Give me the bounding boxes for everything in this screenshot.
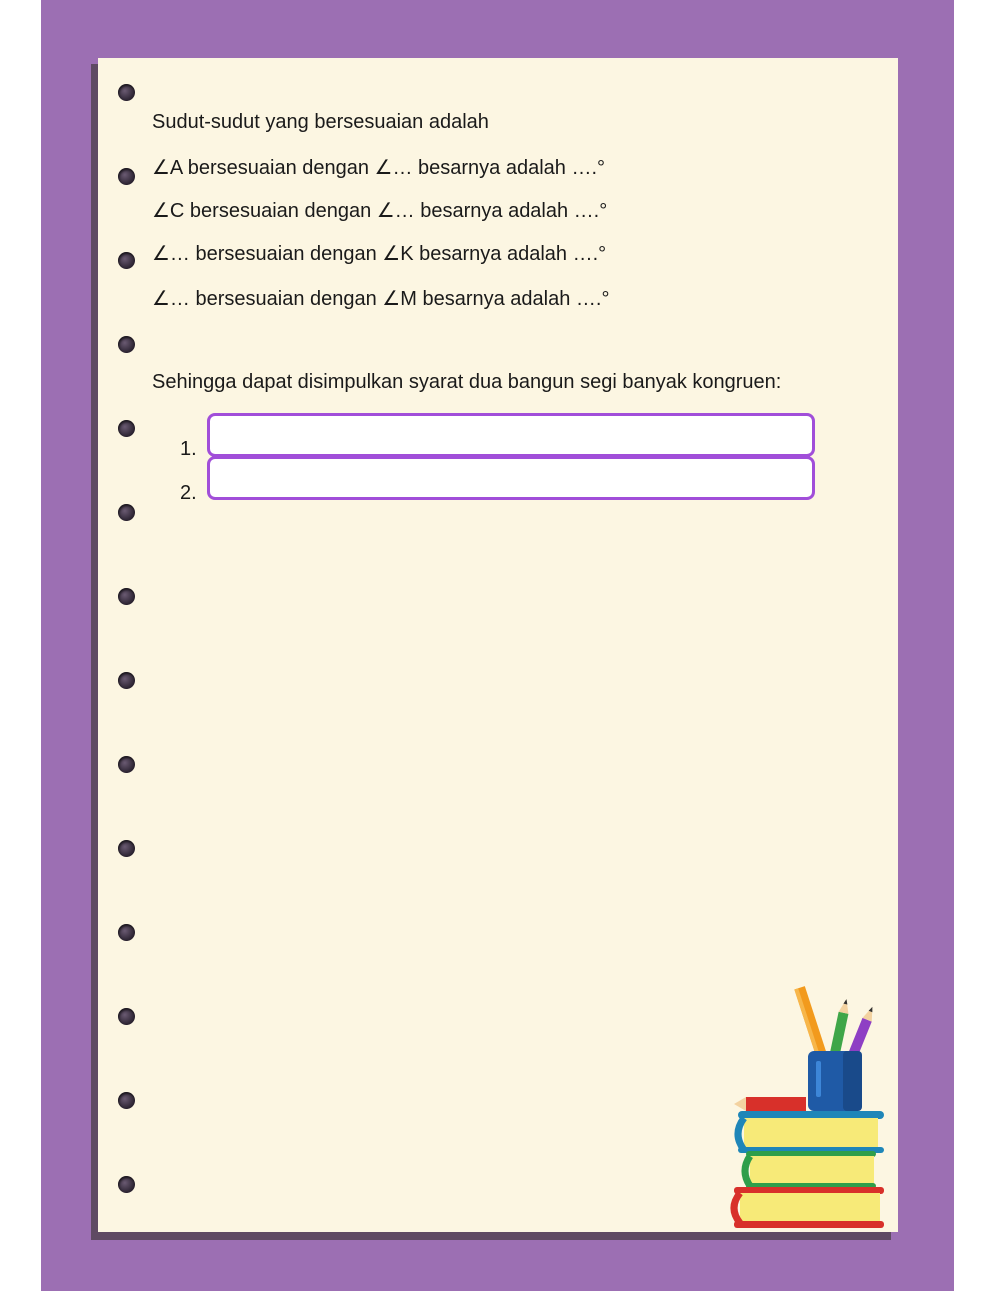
binder-hole-icon (118, 84, 135, 101)
binder-hole-icon (118, 336, 135, 353)
correspondence-line-2: ∠C bersesuaian dengan ∠… besarnya adalah ….° (152, 200, 608, 222)
binder-hole-icon (118, 756, 135, 773)
binder-hole-icon (118, 924, 135, 941)
answer-number-1: 1. (180, 438, 197, 460)
correspondence-line-1: ∠A bersesuaian dengan ∠… besarnya adalah ….° (152, 157, 606, 179)
correspondence-line-3: ∠… bersesuaian dengan ∠K besarnya adalah ….° (152, 243, 607, 265)
answer-field-1[interactable] (207, 413, 815, 457)
books-and-pencil-cup-icon (728, 985, 888, 1230)
binder-hole-icon (118, 840, 135, 857)
correspondence-line-4: ∠… bersesuaian dengan ∠M besarnya adalah ….° (152, 288, 610, 310)
answer-field-2[interactable] (207, 456, 815, 500)
answer-number-2: 2. (180, 482, 197, 504)
binder-hole-icon (118, 1176, 135, 1193)
binder-hole-icon (118, 1092, 135, 1109)
binder-hole-icon (118, 420, 135, 437)
binder-hole-icon (118, 168, 135, 185)
worksheet-heading: Sudut-sudut yang bersesuaian adalah (152, 111, 489, 133)
binder-hole-icon (118, 1008, 135, 1025)
conclusion-prompt: Sehingga dapat disimpulkan syarat dua bangun segi banyak kongruen: (152, 371, 782, 393)
binder-hole-icon (118, 588, 135, 605)
binder-hole-icon (118, 504, 135, 521)
binder-hole-icon (118, 252, 135, 269)
binder-hole-icon (118, 672, 135, 689)
